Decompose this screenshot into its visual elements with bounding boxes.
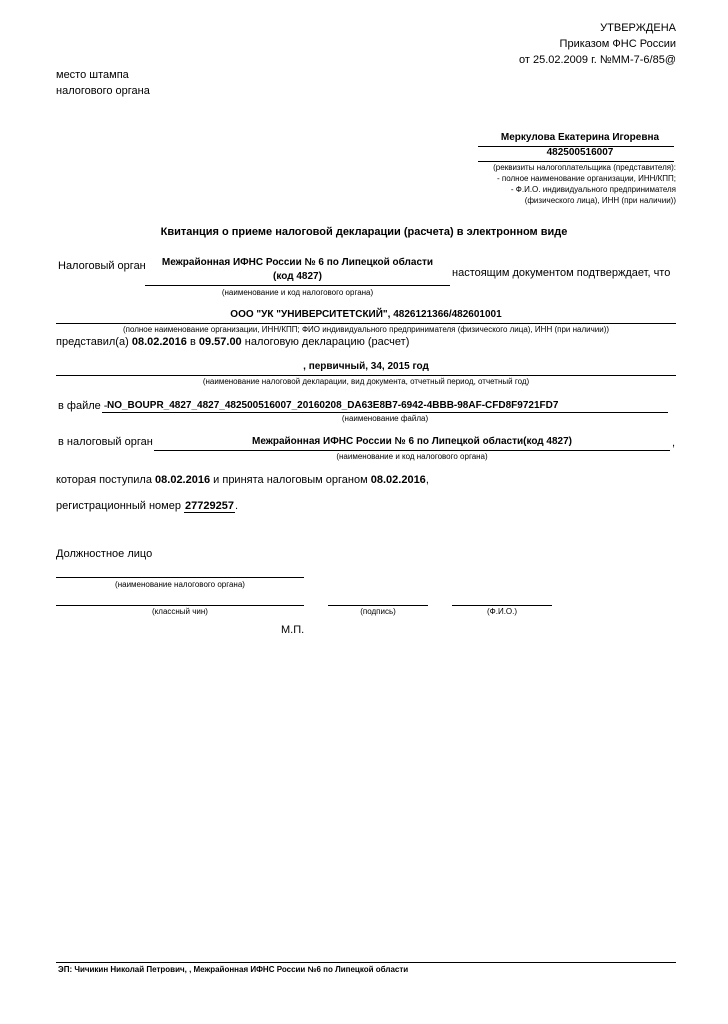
submission-line: [56, 336, 409, 348]
approval-order: Приказом ФНС России: [559, 38, 676, 50]
target-authority-value: Межрайонная ИФНС России № 6 по Липецкой области(код 4827): [251, 436, 573, 447]
stamp-place-line1: место штампа: [56, 69, 129, 81]
official-rank-line: [56, 605, 304, 606]
organization-underline: [56, 323, 676, 324]
official-fio-line: [452, 605, 552, 606]
tax-authority-caption: (наименование и код налогового органа): [221, 288, 374, 297]
footer-signature-text: ЭП: Чичикин Николай Петрович, , Межрайонная ИФНС России №6 по Липецкой области: [58, 965, 409, 974]
file-name: NO_BOUPR_4827_4827_482500516007_20160208_DA63E8B7-6942-4BBB-98AF-CFD8F9721FD7: [107, 400, 559, 411]
registration-line: [56, 500, 238, 512]
declaration-caption: (наименование налоговой декларации, вид документа, отчетный период, отчетный год): [202, 377, 530, 386]
submission-suffix: налоговую декларацию (расчет): [244, 336, 410, 348]
taxpayer-inn: 482500516007: [546, 147, 614, 158]
official-label: Должностное лицо: [56, 548, 153, 560]
organization-caption: (полное наименование организации, ИНН/КПП; ФИО индивидуального предпринимателя (физического лица), ИНН (при наличии)): [122, 325, 610, 334]
tax-authority-name-line1: Межрайонная ИФНС России № 6 по Липецкой области: [161, 257, 434, 268]
file-underline: [102, 412, 668, 413]
registration-number: 27729257: [185, 500, 234, 512]
declaration-value: , первичный, 34, 2015 год: [303, 361, 429, 372]
target-authority-underline: [154, 450, 670, 451]
target-authority-comma: ,: [672, 437, 676, 449]
official-fio-caption: (Ф.И.О.): [486, 607, 518, 616]
received-prefix: которая поступила: [56, 474, 152, 486]
taxpayer-caption-2: - полное наименование организации, ИНН/КПП;: [497, 174, 676, 183]
received-middle: и принята налоговым органом: [213, 474, 368, 486]
registration-label: регистрационный номер: [56, 500, 181, 512]
tax-authority-underline: [145, 285, 450, 286]
declaration-underline: [56, 375, 676, 376]
taxpayer-caption-4: (физического лица), ИНН (при наличии)): [524, 196, 676, 205]
registration-end: .: [235, 500, 239, 512]
document-heading: Квитанция о приеме налоговой декларации (расчета) в электронном виде: [160, 226, 568, 238]
official-signature-caption: (подпись): [360, 607, 396, 616]
target-authority-label: в налоговый орган: [58, 436, 153, 448]
tax-authority-label: Налоговый орган: [58, 260, 146, 272]
official-rank-caption: (классный чин): [152, 607, 208, 616]
tax-authority-name-line2: (код 4827): [273, 271, 322, 282]
received-date1: 08.02.2016: [155, 474, 211, 486]
seal-mark: М.П.: [281, 624, 305, 636]
taxpayer-caption-3: - Ф.И.О. индивидуального предпринимателя: [510, 185, 676, 194]
submission-time: 09.57.00: [198, 336, 242, 348]
organization-value: ООО "УК "УНИВЕРСИТЕТСКИЙ", 4826121366/482601001: [230, 309, 502, 320]
official-authority-caption: (наименование налогового органа): [115, 580, 245, 589]
taxpayer-caption-1: (реквизиты налогоплательщика (представителя):: [493, 163, 676, 172]
tax-authority-suffix: настоящим документом подтверждает, что: [452, 267, 671, 279]
submission-date: 08.02.2016: [131, 336, 187, 348]
approval-date: от 25.02.2009 г. №ММ-7-6/85@: [518, 54, 676, 66]
official-authority-line: [56, 577, 304, 578]
received-end: ,: [425, 474, 429, 486]
submission-prefix: представил(а): [56, 336, 129, 348]
file-label: в файле -: [58, 400, 108, 412]
taxpayer-inn-underline: [478, 161, 674, 162]
received-date2: 08.02.2016: [370, 474, 426, 486]
file-caption: (наименование файла): [341, 414, 429, 423]
target-authority-caption: (наименование и код налогового органа): [336, 452, 488, 461]
stamp-place-line2: налогового органа: [56, 85, 150, 97]
footer-line: [56, 962, 676, 963]
taxpayer-name: Меркулова Екатерина Игоревна: [500, 132, 660, 143]
official-signature-line: [328, 605, 428, 606]
approval-title: УТВЕРЖДЕНА: [600, 22, 676, 34]
submission-in: в: [189, 336, 196, 348]
received-line: [56, 474, 429, 486]
